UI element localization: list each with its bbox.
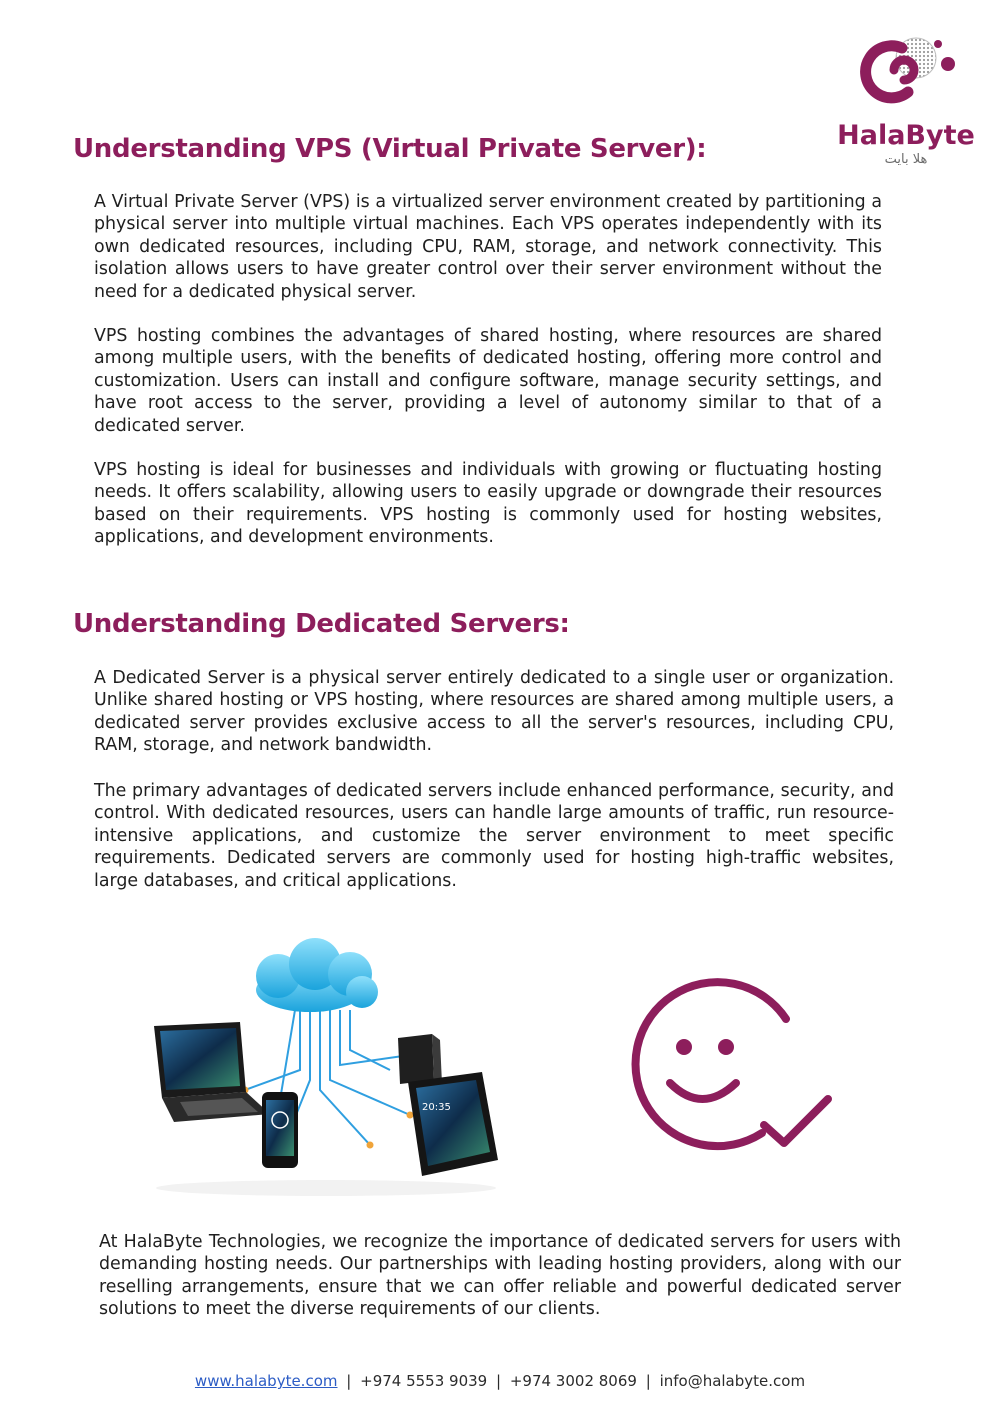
logo-mark-icon [850, 34, 960, 118]
cloud-network-illustration [150, 930, 502, 1198]
closing-paragraph: At HalaByte Technologies, we recognize the importance of dedicated servers for users with demanding hosting needs. Our partnerships with leading hosting providers, along with our reselling arrangements, ensure that we can offer reliable and powerful dedicated server solutions to meet the diverse requirements of our clients. [99, 1232, 901, 1320]
halabyte-logo [836, 34, 976, 167]
dedicated-paragraph-1: A Dedicated Server is a physical server entirely dedicated to a single user or organization. Unlike shared hosting or VPS hosting, where resources are shared among multiple users, a dedicated server provides exclusive access to all the server's resources, including CPU, RAM, storage, and network bandwidth. [94, 668, 894, 756]
footer-contact [0, 1372, 1000, 1390]
vps-paragraph-1: A Virtual Private Server (VPS) is a virtualized server environment created by partitioning a physical server into multiple virtual machines. Each VPS operates independently with its own dedicated resources, including CPU, RAM, storage, and network connectivity. This isolation allows users to have greater control over their server environment without the need for a dedicated physical server. [94, 192, 882, 302]
dedicated-paragraph-2: The primary advantages of dedicated servers include enhanced performance, security, and control. With dedicated resources, users can handle large amounts of traffic, run resource-intensive applications, and customize the server environment to meet specific requirements. Dedicated servers are commonly used for hosting high-traffic websites, large databases, and critical applications. [94, 781, 894, 891]
logo-wordmark: HalaByte [837, 120, 975, 151]
smiley-check-illustration [612, 975, 836, 1151]
vps-paragraph-2: VPS hosting combines the advantages of shared hosting, where resources are shared among multiple users, with the benefits of dedicated hosting, offering more control and customization. Users can install and configure software, manage security settings, and have root access to the server, providing a level of autonomy similar to that of a dedicated server. [94, 326, 882, 436]
footer-phone-1: +974 5553 9039 [360, 1372, 488, 1390]
tablet-clock-text: 20:35 [422, 1102, 451, 1113]
footer-phone-2: +974 3002 8069 [509, 1372, 637, 1390]
website-link[interactable]: www.halabyte.com [194, 1372, 338, 1390]
logo-arabic-wordmark: هلا بايت [884, 152, 928, 167]
heading-dedicated: Understanding Dedicated Servers: [73, 609, 570, 639]
smiley-check-icon [612, 975, 836, 1151]
heading-vps: Understanding VPS (Virtual Private Server): [73, 134, 707, 164]
vps-paragraph-3: VPS hosting is ideal for businesses and individuals with growing or fluctuating hosting needs. It offers scalability, allowing users to easily upgrade or downgrade their resources based on their requirements. VPS hosting is commonly used for hosting websites, applications, and development environments. [94, 460, 882, 548]
footer-separator: | [496, 1372, 502, 1390]
footer-email: info@halabyte.com [659, 1372, 806, 1390]
footer-separator: | [346, 1372, 352, 1390]
footer-separator: | [645, 1372, 651, 1390]
cloud-network-devices-icon [150, 930, 502, 1198]
